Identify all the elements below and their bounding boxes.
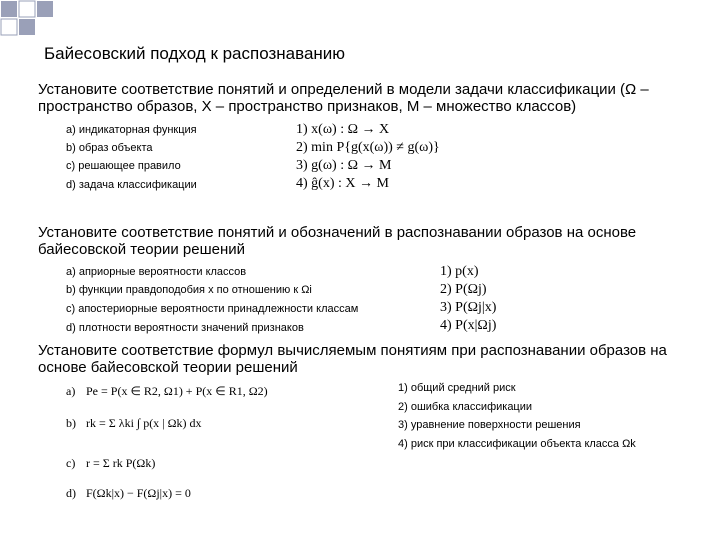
section3-concept-4: 4) риск при классификации объекта класса Ωk <box>398 438 636 450</box>
section3-concept-1: 1) общий средний риск <box>398 382 516 394</box>
formula-c-label: c) <box>66 456 76 470</box>
formula-a-label: a) <box>66 384 76 398</box>
section3-heading: Установите соответствие формул вычисляемым понятиям при распознавании образов на основе байесовской теории решений <box>38 342 667 376</box>
formula-d-label: d) <box>66 486 76 500</box>
formula-d: F(Ωk|x) − F(Ωj|x) = 0 <box>86 486 191 500</box>
section2-item-b: b) функции правдоподобия x по отношению к Ωi <box>66 284 312 296</box>
section1-def-3: 3) g(ω) : Ω → M <box>296 158 392 173</box>
section1-def-4: 4) ĝ(x) : X → M <box>296 176 389 191</box>
section1-item-b: b) образ объекта <box>66 142 153 154</box>
section2-item-c: c) апостериорные вероятности принадлежности классам <box>66 303 359 315</box>
section2-heading: Установите соответствие понятий и обозначений в распознавании образов на основе байесовской теории решений <box>38 224 637 258</box>
section2-notation-2: 2) P(Ωj) <box>440 282 487 297</box>
section1-def-2: 2) min P{g(x(ω)) ≠ g(ω)} <box>296 140 440 155</box>
section2-notation-1: 1) p(x) <box>440 264 479 279</box>
section1-item-c: c) решающее правило <box>66 160 181 172</box>
section1-item-d: d) задача классификации <box>66 179 197 191</box>
section3-concept-3: 3) уравнение поверхности решения <box>398 419 581 431</box>
section2-notation-3: 3) P(Ωj|x) <box>440 300 497 315</box>
section1-heading: Установите соответствие понятий и определений в модели задачи классификации (Ω – пространство образов, X – пространство признаков, M – множество классов) <box>38 81 649 115</box>
section1-def-1: 1) x(ω) : Ω → X <box>296 122 390 137</box>
corner-decoration <box>0 0 56 42</box>
section3-concept-2: 2) ошибка классификации <box>398 401 533 413</box>
formula-c: r = Σ rk P(Ωk) <box>86 456 156 470</box>
formula-a: Pe = P(x ∈ R2, Ω1) + P(x ∈ R1, Ω2) <box>86 384 268 398</box>
section2-notation-4: 4) P(x|Ωj) <box>440 318 497 333</box>
section2-item-a: a) априорные вероятности классов <box>66 266 247 278</box>
formula-b: rk = Σ λki ∫ p(x | Ωk) dx <box>86 416 202 430</box>
formula-b-label: b) <box>66 416 76 430</box>
page-title: Байесовский подход к распознаванию <box>44 44 346 63</box>
section1-item-a: a) индикаторная функция <box>66 124 197 136</box>
section2-item-d: d) плотности вероятности значений признаков <box>66 322 304 334</box>
